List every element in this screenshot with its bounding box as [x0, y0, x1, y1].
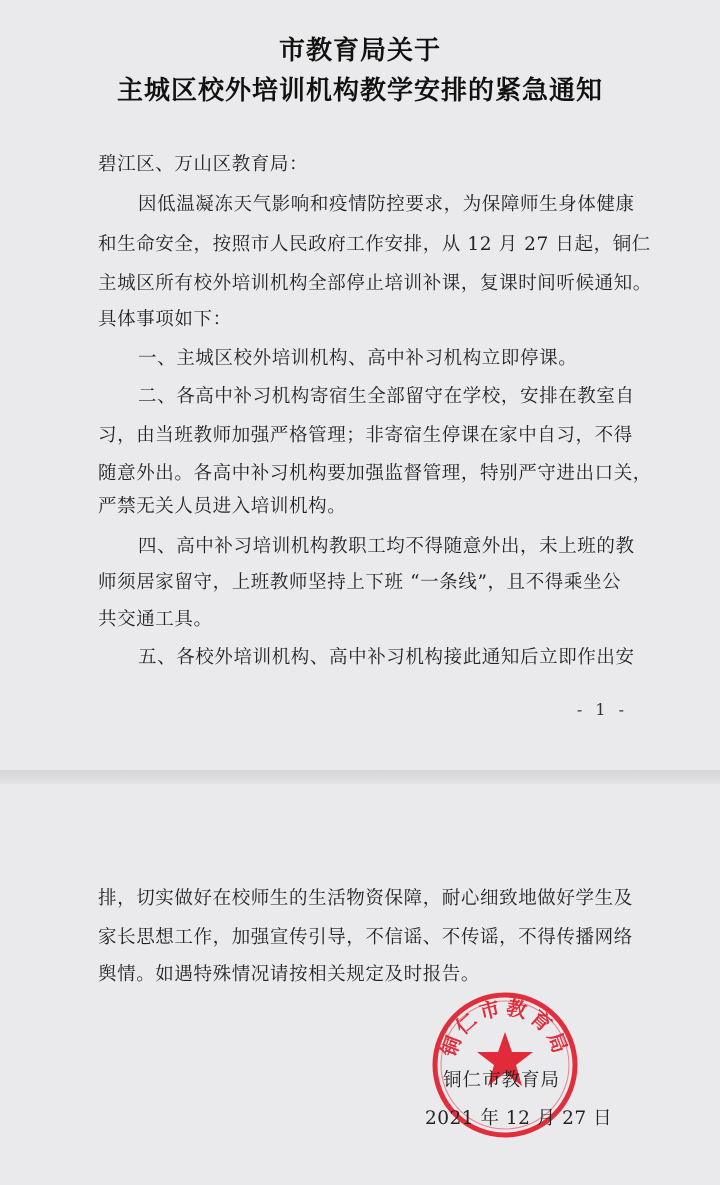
document-title-line-2: 主城区校外培训机构教学安排的紧急通知	[116, 76, 603, 106]
signature-date: 2021 年 12 月 27 日	[425, 1108, 613, 1129]
item-line: 习，由当班教师加强严格管理；非寄宿生停课在家中自习，不得	[98, 425, 633, 446]
paragraph-line: 主城区所有校外培训机构全部停止培训补课，复课时间听候通知。	[98, 273, 652, 294]
document-title-line-1: 市教育局关于	[278, 36, 441, 66]
item-line: 五、各校外培训机构、高中补习机构接此通知后立即作出安	[138, 647, 635, 668]
signature-organization: 铜仁市教育局	[443, 1070, 561, 1091]
item-line: 四、高中补习培训机构教职工均不得随意外出，未上班的教	[138, 536, 635, 557]
item-line: 师须居家留守，上班教师坚持上下班 “一条线”，且不得乘坐公	[98, 572, 622, 593]
salutation: 碧江区、万山区教育局：	[98, 154, 309, 175]
item-line: 严禁无关人员进入培训机构。	[98, 496, 347, 517]
paragraph-line: 家长思想工作，加强宣传引导，不信谣、不传谣，不得传播网络	[98, 927, 633, 948]
paragraph-line: 和生命安全，按照市人民政府工作安排，从 12 月 27 日起，铜仁	[98, 234, 651, 255]
item-line: 一、主城区校外培训机构、高中补习机构立即停课。	[138, 348, 578, 369]
seal-text: 铜仁市教育局	[436, 995, 574, 1060]
item-line: 二、各高中补习机构寄宿生全部留守在学校，安排在教室自	[138, 386, 635, 407]
page-divider	[0, 770, 720, 784]
item-line: 随意外出。各高中补习机构要加强监督管理，特别严守进出口关，	[98, 463, 652, 484]
paragraph-line: 排，切实做好在校师生的生活物资保障，耐心细致地做好学生及	[98, 888, 633, 909]
page-number: - 1 -	[576, 700, 628, 719]
paragraph-line: 舆情。如遇特殊情况请按相关规定及时报告。	[98, 964, 481, 985]
item-line: 共交通工具。	[98, 609, 213, 630]
paragraph-line: 因低温凝冻天气影响和疫情防控要求，为保障师生身体健康	[138, 194, 635, 215]
paragraph-line: 具体事项如下：	[98, 309, 232, 330]
